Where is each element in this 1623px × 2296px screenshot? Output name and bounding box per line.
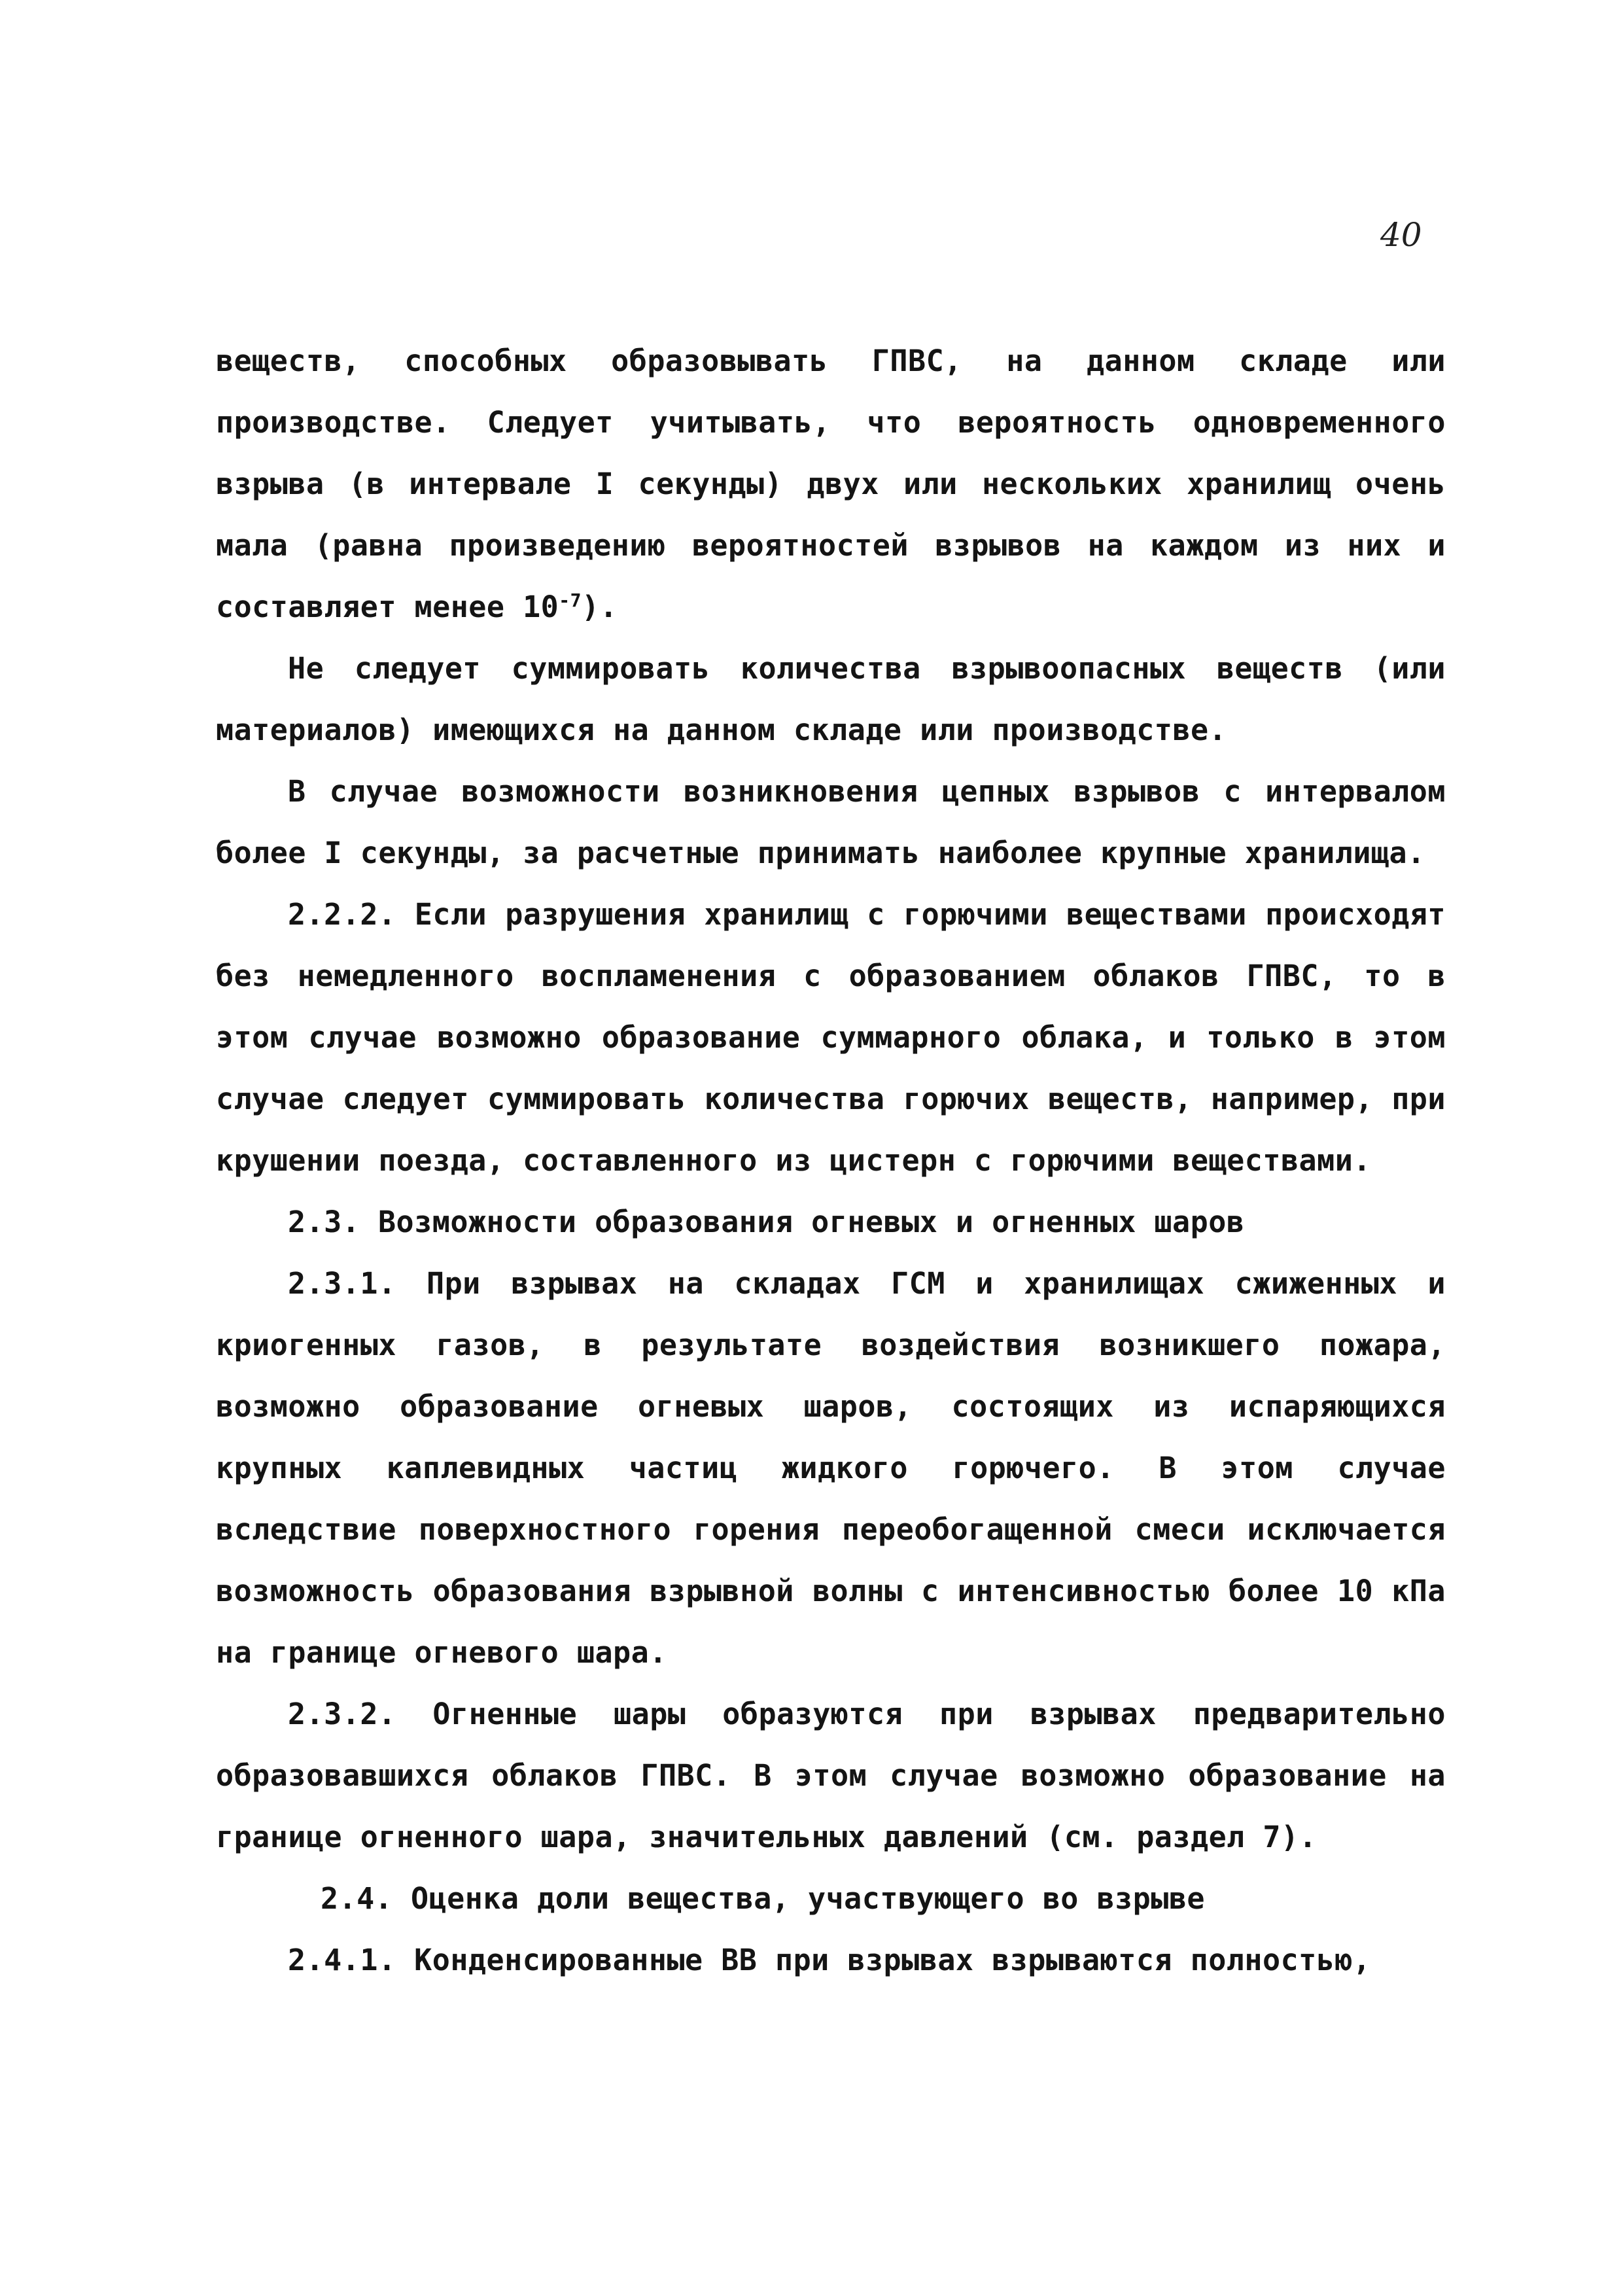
section-heading-2-3: 2.3. Возможности образования огневых и огненных шаров	[288, 1205, 1245, 1239]
paragraph-tail: ).	[581, 590, 618, 624]
paragraph-chain-explosions: В случае возможности возникновения цепных взрывов с интервалом более I секунды, за расчетные принимать наиболее крупные хранилища.	[216, 774, 1446, 870]
paragraph-no-summation: Не следует суммировать количества взрывоопасных веществ (или материалов) имеющихся на данном складе или производстве.	[216, 651, 1446, 747]
paragraph-2-2-2: 2.2.2. Если разрушения хранилищ с горючими веществами происходят без немедленного воспламенения с образованием облаков ГПВС, то в этом случае возможно образование суммарного облака, и только в этом случае следует суммировать количества горючих веществ, например, при крушении поезда, составленного из цистерн с горючими веществами.	[216, 897, 1446, 1178]
paragraph-2-3-2: 2.3.2. Огненные шары образуются при взрывах предварительно образовавшихся облаков ГПВС. В этом случае возможно образование на границе огненного шара, значительных давлений (см. раздел 7).	[216, 1697, 1446, 1854]
exponent: -7	[559, 590, 582, 611]
paragraph-2-4-1: 2.4.1. Конденсированные ВВ при взрывах взрываются полностью,	[288, 1943, 1371, 1977]
section-heading-2-4: 2.4. Оценка доли вещества, участвующего во взрыве	[321, 1881, 1206, 1916]
document-body	[216, 330, 1446, 1991]
paragraph-continuation	[216, 330, 1446, 638]
paragraph-text: веществ, способных образовывать ГПВС, на данном складе или производстве. Следует учитывать, что вероятность одновременного взрыва (в интервале I секунды) двух или нескольких хранилищ очень мала (равна произведению вероятностей взрывов на каждом из них и составляет менее 10	[216, 344, 1446, 624]
paragraph-2-3-1: 2.3.1. При взрывах на складах ГСМ и хранилищах сжиженных и криогенных газов, в результате воздействия возникшего пожара, возможно образование огневых шаров, состоящих из испаряющихся крупных каплевидных частиц жидкого горючего. В этом случае вследствие поверхностного горения переобогащенной смеси исключается возможность образования взрывной волны с интенсивностью более 10 кПа на границе огневого шара.	[216, 1266, 1446, 1670]
page-number: 40	[1380, 216, 1422, 254]
